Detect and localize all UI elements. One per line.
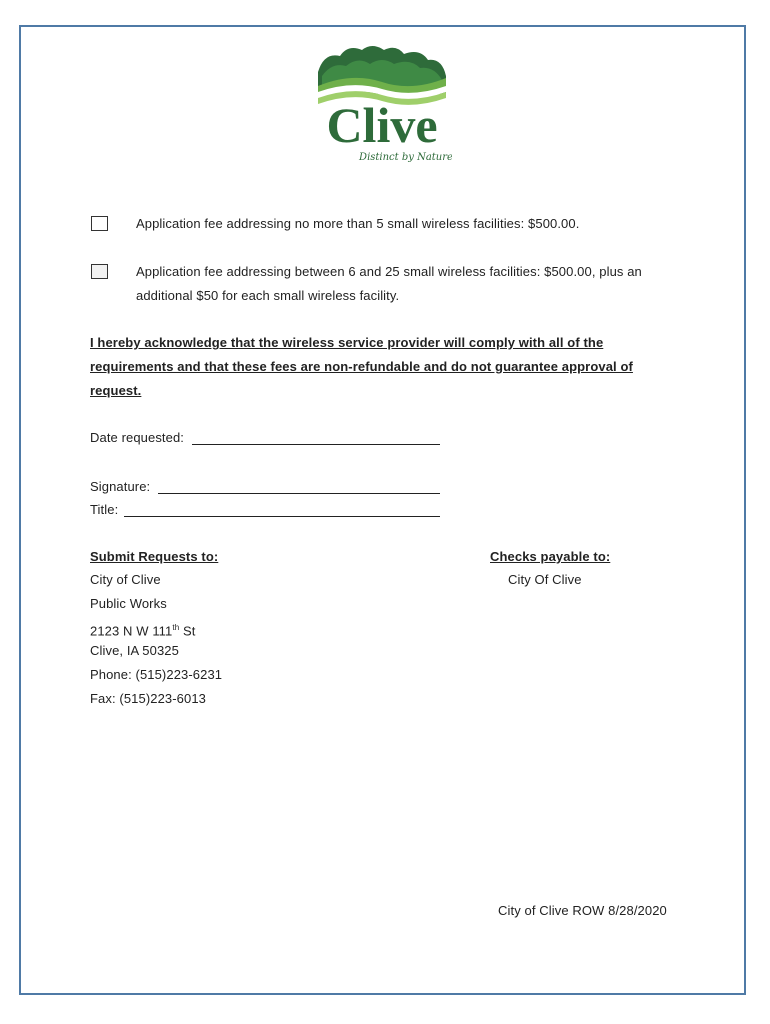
date-requested-label: Date requested: (90, 430, 185, 445)
address-street: 2123 N W 111 (90, 623, 173, 639)
checks-payable-heading: Checks payable to: (490, 549, 611, 564)
clive-logo-graphic (312, 42, 452, 167)
address-st: St (179, 623, 196, 639)
submit-line-city: City of Clive (90, 572, 161, 587)
fee-option-2-label-line2: additional $50 for each small wireless facility. (136, 288, 400, 303)
footer-revision: City of Clive ROW 8/28/2020 (498, 903, 667, 918)
page-border (19, 25, 746, 995)
signature-label: Signature: (90, 479, 151, 494)
acknowledgment-line2: requirements and that these fees are non-refundable and do not guarantee approval of (90, 359, 633, 374)
submit-requests-heading: Submit Requests to: (90, 549, 219, 564)
title-label: Title: (90, 502, 119, 517)
fee-option-1-checkbox[interactable] (91, 216, 108, 231)
submit-line-department: Public Works (90, 596, 167, 611)
fee-option-2-checkbox[interactable] (91, 264, 108, 279)
address-suffix: th (172, 623, 180, 632)
checks-payee: City Of Clive (508, 572, 582, 587)
fee-option-1-label: Application fee addressing no more than 5 small wireless facilities: $500.00. (136, 216, 580, 231)
logo-tagline: Distinct by Nature (359, 152, 452, 163)
logo-wordmark: Clive (326, 97, 438, 153)
date-requested-field[interactable] (192, 444, 440, 445)
submit-phone: Phone: (515)223-6231 (90, 667, 223, 682)
title-field[interactable] (124, 516, 440, 517)
acknowledgment-line3: request. (90, 383, 142, 398)
acknowledgment-line1: I hereby acknowledge that the wireless service provider will comply with all of the (90, 335, 604, 350)
submit-fax: Fax: (515)223-6013 (90, 691, 206, 706)
signature-field[interactable] (158, 493, 440, 494)
submit-line-city-state-zip: Clive, IA 50325 (90, 643, 179, 658)
fee-option-2-label-line1: Application fee addressing between 6 and 25 small wireless facilities: $500.00, plus an (136, 264, 642, 279)
clive-logo (312, 42, 452, 167)
